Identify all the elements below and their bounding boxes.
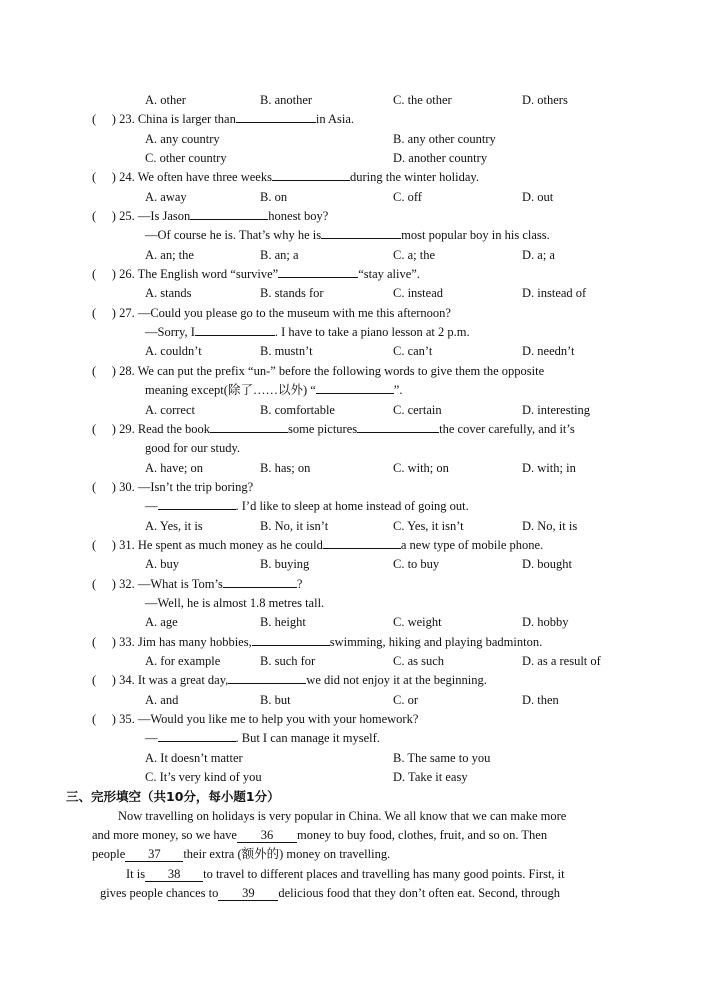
option-d: D. another country xyxy=(393,151,488,165)
question-line-2: — . But I can manage it myself. xyxy=(145,731,380,745)
answer-blank xyxy=(190,208,268,220)
option-a: A. any country xyxy=(145,132,220,146)
option-c: C. to buy xyxy=(393,557,440,571)
cloze-blank: 39 xyxy=(218,887,278,901)
question-line-2: —Of course he is. That’s why he is most popular boy in his class. xyxy=(145,228,550,242)
answer-blank xyxy=(357,421,439,433)
section-heading: 三、完形填空（共10分，每小题1分） xyxy=(66,789,280,804)
question-line: ( ) 35. —Would you like me to help you with your homework? xyxy=(92,712,419,726)
question-line-2: —Sorry, I . I have to take a piano lesson at 2 p.m. xyxy=(145,325,470,339)
answer-blank xyxy=(210,421,288,433)
option-c: C. with; on xyxy=(393,461,449,475)
option-c: C. certain xyxy=(393,403,442,417)
option-d: D. No, it is xyxy=(522,519,578,533)
option-b: B. stands for xyxy=(260,286,324,300)
option-d: D. needn’t xyxy=(522,344,575,358)
option-c: C. Yes, it isn’t xyxy=(393,519,464,533)
option-a: A. for example xyxy=(145,654,221,668)
option-c: C. or xyxy=(393,693,418,707)
option-a: A. correct xyxy=(145,403,195,417)
option-b: B. No, it isn’t xyxy=(260,519,329,533)
answer-blank xyxy=(252,634,330,646)
question-line: ( ) 31. He spent as much money as he could a new type of mobile phone. xyxy=(92,538,544,552)
option-a: A. away xyxy=(145,190,187,204)
option-d: D. then xyxy=(522,693,559,707)
option-a: A. other xyxy=(145,93,186,107)
option-b: B. The same to you xyxy=(393,751,491,765)
option-c: C. a; the xyxy=(393,248,436,262)
cloze-blank: 36 xyxy=(237,829,297,843)
option-d: D. bought xyxy=(522,557,572,571)
option-c: C. instead xyxy=(393,286,443,300)
option-b: B. has; on xyxy=(260,461,311,475)
option-b: B. such for xyxy=(260,654,316,668)
option-d: D. instead of xyxy=(522,286,587,300)
option-c: C. off xyxy=(393,190,422,204)
option-c: C. the other xyxy=(393,93,452,107)
option-b: B. any other country xyxy=(393,132,496,146)
option-b: B. buying xyxy=(260,557,310,571)
passage-line: gives people chances to 39 delicious food that they don’t often eat. Second, through xyxy=(100,886,561,900)
cloze-blank: 38 xyxy=(145,868,203,882)
question-number: 23 xyxy=(119,112,132,126)
option-b: B. height xyxy=(260,615,306,629)
option-a: A. It doesn’t matter xyxy=(145,751,243,765)
answer-blank xyxy=(323,537,401,549)
question-line: ( ) 30. —Isn’t the trip boring? xyxy=(92,480,254,494)
option-a: A. stands xyxy=(145,286,192,300)
answer-blank xyxy=(158,730,236,742)
answer-blank xyxy=(321,227,401,239)
passage-line: Now travelling on holidays is very popular in China. We all know that we can make more xyxy=(118,809,567,823)
answer-blank xyxy=(236,111,316,123)
option-c: C. can’t xyxy=(393,344,433,358)
option-c: C. It’s very kind of you xyxy=(145,770,262,784)
question-line: ( ) 33. Jim has many hobbies, swimming, hiking and playing badminton. xyxy=(92,635,543,649)
option-b: B. mustn’t xyxy=(260,344,313,358)
question-line: ( ) 24. We often have three weeks during the winter holiday. xyxy=(92,170,479,184)
question-line: ( ) 32. —What is Tom’s ? xyxy=(92,577,303,591)
question-line-2: —Well, he is almost 1.8 metres tall. xyxy=(145,596,325,610)
option-a: A. couldn’t xyxy=(145,344,202,358)
option-d: D. as a result of xyxy=(522,654,601,668)
option-b: B. another xyxy=(260,93,313,107)
answer-blank xyxy=(316,382,394,394)
option-d: D. interesting xyxy=(522,403,591,417)
option-b: B. on xyxy=(260,190,288,204)
option-d: D. hobby xyxy=(522,615,569,629)
question-line: ( ) 26. The English word “survive” “stay alive”. xyxy=(92,267,420,281)
answer-blank xyxy=(158,498,236,510)
question-line: ( ) 27. —Could you please go to the museum with me this afternoon? xyxy=(92,306,451,320)
question-line-2: — . I’d like to sleep at home instead of going out. xyxy=(145,499,469,513)
question-line-2: meaning except(除了……以外) “ ”. xyxy=(145,383,403,397)
answer-blank xyxy=(228,672,306,684)
question-line: ( ) 34. It was a great day, we did not enjoy it at the beginning. xyxy=(92,673,487,687)
option-d: D. others xyxy=(522,93,568,107)
answer-blank xyxy=(272,169,350,181)
passage-line: It is 38 to travel to different places and travelling has many good points. First, it xyxy=(126,867,565,881)
option-c: C. as such xyxy=(393,654,445,668)
option-b: B. comfortable xyxy=(260,403,335,417)
option-c: C. other country xyxy=(145,151,227,165)
question-line-2: good for our study. xyxy=(145,441,241,455)
question-line: ( ) 25. —Is Jason honest boy? xyxy=(92,209,329,223)
passage-line: people 37 their extra (额外的) money on travelling. xyxy=(92,847,391,861)
option-c: C. weight xyxy=(393,615,442,629)
option-b: B. but xyxy=(260,693,291,707)
answer-blank xyxy=(223,576,297,588)
option-d: D. a; a xyxy=(522,248,555,262)
answer-paren: ( ) 23. China is larger than in Asia. xyxy=(92,112,355,126)
cloze-blank: 37 xyxy=(125,848,183,862)
option-a: A. and xyxy=(145,693,179,707)
option-a: A. buy xyxy=(145,557,180,571)
option-a: A. age xyxy=(145,615,178,629)
option-a: A. have; on xyxy=(145,461,203,475)
option-b: B. an; a xyxy=(260,248,299,262)
option-d: D. with; in xyxy=(522,461,576,475)
question-line: ( ) 29. Read the book some pictures the cover carefully, and it’s xyxy=(92,422,575,436)
answer-blank xyxy=(195,324,275,336)
option-d: D. Take it easy xyxy=(393,770,468,784)
question-line: ( ) 28. We can put the prefix “un-” before the following words to give them the opposite xyxy=(92,364,545,378)
option-d: D. out xyxy=(522,190,554,204)
passage-line: and more money, so we have 36 money to buy food, clothes, fruit, and so on. Then xyxy=(92,828,548,842)
option-a: A. an; the xyxy=(145,248,194,262)
answer-blank xyxy=(278,266,358,278)
option-a: A. Yes, it is xyxy=(145,519,203,533)
